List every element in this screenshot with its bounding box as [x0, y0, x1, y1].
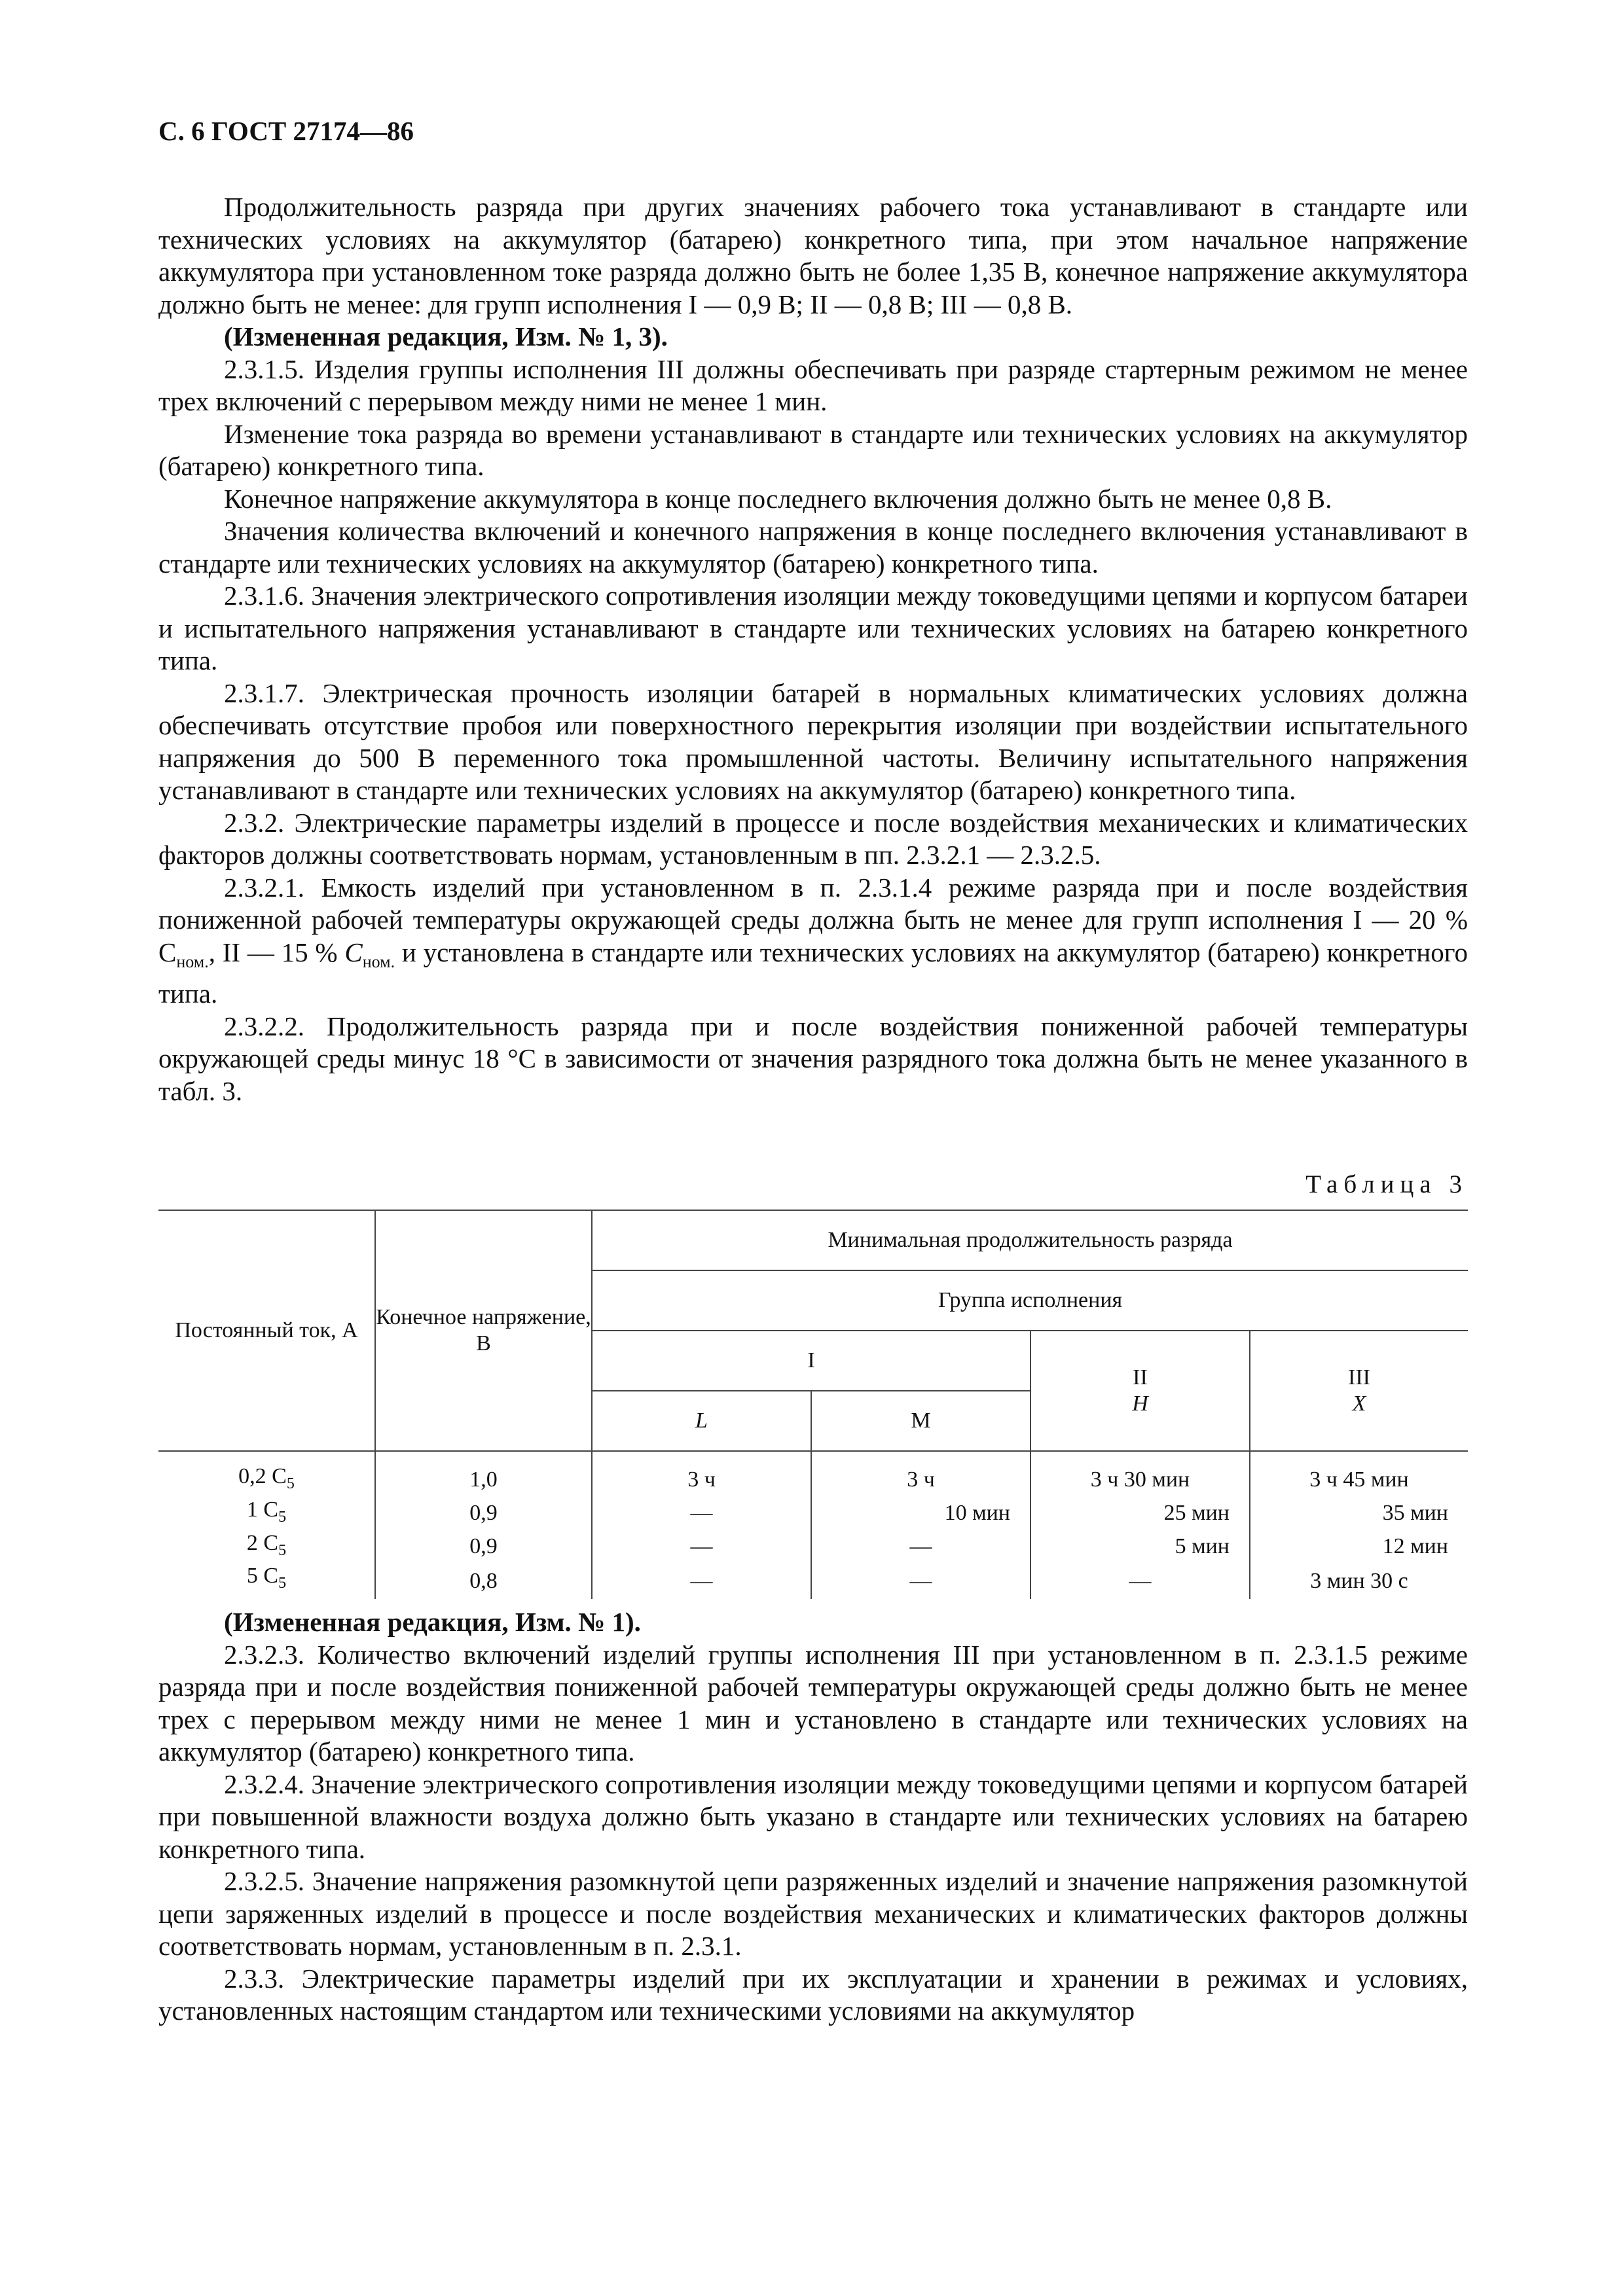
cell-M: 3 ч	[811, 1451, 1030, 1497]
paragraph: Конечное напряжение аккумулятора в конце последнего включения должно быть не менее 0,8 В.	[224, 483, 1332, 514]
cell-voltage: 0,8	[375, 1563, 592, 1599]
amendment-note: (Измененная редакция, Изм. № 1).	[224, 1607, 641, 1637]
cell-current: 0,2 $C_5$	[158, 1451, 375, 1497]
paragraph: 2.3.1.7. Электрическая прочность изоляции батарей в нормальных климатических условиях должна обеспечивать отсутствие пробоя или поверхностного перекрытия изоляции при воздействии испытательного напряжения до 500 В переменного тока промышленной частоты. Величину испытательного напряжения устанавливают в стандарте или технических условиях на аккумулятор (батарею) конкретного типа.	[158, 677, 1468, 805]
header-min-duration: Минимальная продолжительность разряда	[592, 1210, 1468, 1270]
cell-II: 3 ч 30 мин	[1030, 1451, 1250, 1497]
body-text-top	[158, 191, 1468, 1107]
cell-III: 3 мин 30 с	[1310, 1568, 1408, 1593]
header-group-III: III X	[1250, 1331, 1468, 1451]
cell-voltage: 0,9	[375, 1530, 592, 1564]
cell-II: 5 мин	[1030, 1530, 1250, 1564]
cell-current: 1 $C_5$	[158, 1497, 375, 1530]
cell-M: 10 мин	[811, 1497, 1030, 1530]
paragraph: 2.3.3. Электрические параметры изделий при их эксплуатации и хранении в режимах и условиях, установленных настоящим стандартом или техническими условиями на аккумулятор	[158, 1963, 1468, 2026]
cell-II: —	[1030, 1563, 1250, 1599]
header-L: L	[592, 1391, 811, 1451]
cell-current: 2 $C_5$	[158, 1530, 375, 1564]
cell-II: 25 мин	[1030, 1497, 1250, 1530]
header-group: Группа исполнения	[592, 1270, 1468, 1331]
header-group-II: II H	[1030, 1331, 1250, 1451]
cell-L: —	[592, 1497, 811, 1530]
cell-III: 3 ч 45 мин	[1309, 1467, 1409, 1492]
amendment-note: (Измененная редакция, Изм. № 1, 3).	[224, 321, 668, 351]
paragraph: Изменение тока разряда во времени устанавливают в стандарте или технических условиях на аккумулятор (батарею) конкретного типа.	[158, 418, 1468, 481]
cell-voltage: 1,0	[375, 1451, 592, 1497]
paragraph: 2.3.1.6. Значения электрического сопротивления изоляции между токоведущими цепями и корпусом батареи и испытательного напряжения устанавливают в стандарте или технических условиях на батарею конкретного типа.	[158, 581, 1468, 675]
header-current: Постоянный ток, А	[158, 1210, 375, 1451]
paragraph: 2.3.2.3. Количество включений изделий группы исполнения III при установленном в п. 2.3.1.5 режиме разряда при и после воздействия пониженной рабочей температуры окружающей среды должно быть не менее трех с перерывом между ними не менее 1 мин и установлено в стандарте или технических условиях на аккумулятор (батарею) конкретного типа.	[158, 1639, 1468, 1767]
cell-III: 35 мин	[1382, 1501, 1448, 1526]
cell-III: 12 мин	[1382, 1534, 1448, 1558]
paragraph-2321: 2.3.2.1. Емкость изделий при установленном в п. 2.3.1.4 режиме разряда при и после воздействия пониженной рабочей температуры окружающей среды должна быть не менее для групп исполнения I — 20 % $C_{ном.}$, II — 15 % $C_{ном.}$ и установлена в стандарте или технических условиях на аккумулятор (батарею) конкретного типа.	[158, 872, 1468, 1009]
cell-L: —	[592, 1530, 811, 1564]
cell-current: 5 $C_5$	[158, 1563, 375, 1599]
cell-M: —	[811, 1563, 1030, 1599]
cell-M: —	[811, 1530, 1030, 1564]
cell-L: 3 ч	[592, 1451, 811, 1497]
table-3	[158, 1210, 1468, 1599]
body-text-bottom	[158, 1606, 1468, 2028]
paragraph-2322: 2.3.2.2. Продолжительность разряда при и после воздействия пониженной рабочей температуры окружающей среды минус 18 °С в зависимости от значения разрядного тока должна быть не менее указанного в табл. 3.	[158, 1011, 1468, 1106]
table-caption: Таблица 3	[1305, 1170, 1468, 1198]
header-voltage: Конечное напряжение, В	[375, 1210, 592, 1451]
page-header: С. 6 ГОСТ 27174—86	[158, 116, 414, 146]
cell-L: —	[592, 1563, 811, 1599]
paragraph: 2.3.2.4. Значение электрического сопротивления изоляции между токоведущими цепями и корпусом батарей при повышенной влажности воздуха должно быть указано в стандарте или технических условиях на батарею конкретного типа.	[158, 1768, 1468, 1864]
header-group-I: I	[592, 1331, 1030, 1391]
paragraph: 2.3.2.5. Значение напряжения разомкнутой цепи разряженных изделий и значение напряжения разомкнутой цепи заряженных изделий в процессе и после воздействия механических и климатических факторов должны соответствовать нормам, установленным в п. 2.3.1.	[158, 1866, 1468, 1961]
cell-voltage: 0,9	[375, 1497, 592, 1530]
paragraph: 2.3.2. Электрические параметры изделий в процессе и после воздействия механических и климатических факторов должны соответствовать нормам, установленным в пп. 2.3.2.1 — 2.3.2.5.	[158, 807, 1468, 870]
header-M: M	[811, 1391, 1030, 1451]
paragraph: Значения количества включений и конечного напряжения в конце последнего включения устанавливают в стандарте или технических условиях на аккумулятор (батарею) конкретного типа.	[158, 516, 1468, 579]
paragraph: Продолжительность разряда при других значениях рабочего тока устанавливают в стандарте или технических условиях на аккумулятор (батарею) конкретного типа, при этом начальное напряжение аккумулятора при установленном токе разряда должно быть не более 1,35 В, конечное напряжение аккумулятора должно быть не менее: для групп исполнения I — 0,9 В; II — 0,8 В; III — 0,8 В.	[158, 192, 1468, 319]
paragraph: 2.3.1.5. Изделия группы исполнения III должны обеспечивать при разряде стартерным режимом не менее трех включений с перерывом между ними не менее 1 мин.	[158, 353, 1468, 416]
